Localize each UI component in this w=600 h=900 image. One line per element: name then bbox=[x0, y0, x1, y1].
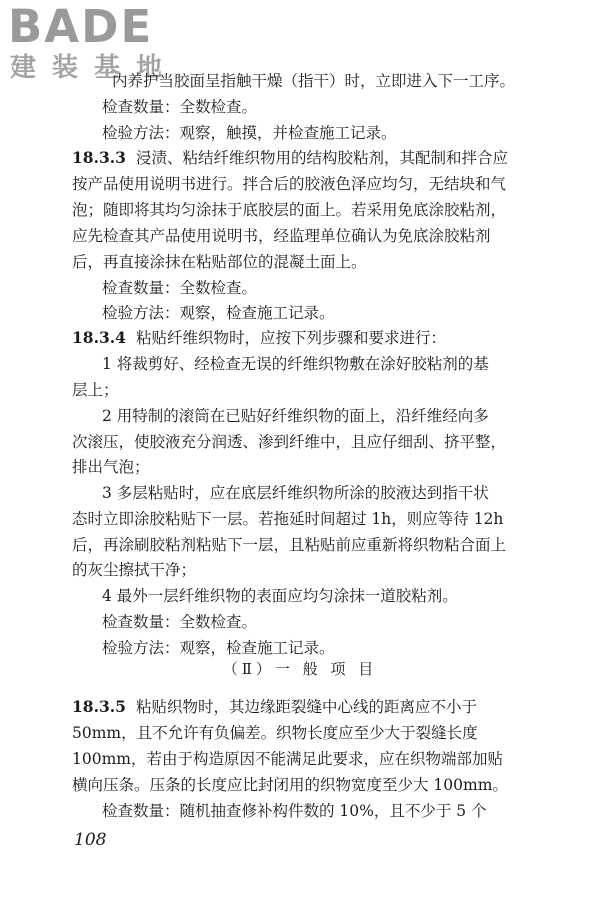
list-item: 4 最外一层纤维织物的表面应均匀涂抹一道胶粘剂。 bbox=[102, 587, 458, 605]
text-line: 内养护当胶面呈指触干燥（指干）时，立即进入下一工序。 bbox=[112, 72, 516, 90]
text-line: 泡；随即将其均匀涂抹于底胶层的面上。若采用免底涂胶粘剂， bbox=[72, 201, 507, 219]
clause-number: 18.3.5 bbox=[72, 697, 126, 716]
clause-number: 18.3.3 bbox=[72, 148, 126, 167]
text-line: 粘贴纤维织物时，应按下列步骤和要求进行： bbox=[135, 329, 446, 347]
text-line: 应先检查其产品使用说明书，经监理单位确认为免底涂胶粘剂 bbox=[72, 227, 491, 245]
clause-18-3-5 bbox=[72, 696, 477, 718]
list-item: 1 将裁剪好、经检查无误的纤维织物敷在涂好胶粘剂的基 bbox=[102, 355, 489, 373]
text-line: 按产品使用说明书进行。拌合后的胶液色泽应均匀，无结块和气 bbox=[72, 175, 507, 193]
section-heading: （Ⅱ）一 般 项 目 bbox=[222, 660, 378, 678]
text-line: 检验方法：观察，检查施工记录。 bbox=[102, 639, 335, 657]
text-line: 检查数量：全数检查。 bbox=[102, 98, 258, 116]
text-line: 100mm，若由于构造原因不能满足此要求，应在织物端部加贴 bbox=[72, 750, 503, 768]
text-line: 检查数量：随机抽查修补构件数的 10%，且不少于 5 个 bbox=[102, 802, 487, 820]
page-number: 108 bbox=[74, 830, 107, 850]
logo-wordmark: BADE bbox=[8, 0, 154, 53]
clause-18-3-4 bbox=[72, 327, 446, 349]
text-line: 50mm，且不允许有负偏差。织物长度应至少大于裂缝长度 bbox=[72, 724, 478, 742]
text-line: 粘贴织物时，其边缘距裂缝中心线的距离应不小于 bbox=[135, 698, 477, 716]
clause-number: 18.3.4 bbox=[72, 328, 126, 347]
text-line: 次滚压，使胶液充分润透、渗到纤维中，且应仔细刮、挤平整， bbox=[72, 433, 507, 451]
text-line: 层上； bbox=[72, 381, 119, 399]
clause-18-3-3 bbox=[72, 147, 508, 169]
text-line: 检查数量：全数检查。 bbox=[102, 613, 258, 631]
text-line: 后，再直接涂抹在粘贴部位的混凝土面上。 bbox=[72, 253, 367, 271]
text-line: 后，再涂刷胶粘剂粘贴下一层，且粘贴前应重新将织物粘合面上 bbox=[72, 536, 507, 554]
text-line: 浸渍、粘结纤维织物用的结构胶粘剂，其配制和拌合应 bbox=[135, 149, 508, 167]
text-line: 态时立即涂胶粘贴下一层。若拖延时间超过 1h，则应等待 12h bbox=[72, 510, 504, 528]
text-line: 检验方法：观察，触摸，并检查施工记录。 bbox=[102, 124, 397, 142]
text-line: 横向压条。压条的长度应比封闭用的织物宽度至少大 100mm。 bbox=[72, 776, 508, 794]
list-item: 2 用特制的滚筒在已贴好纤维织物的面上，沿纤维经向多 bbox=[102, 407, 489, 425]
text-line: 排出气泡； bbox=[72, 458, 150, 476]
text-line: 的灰尘擦拭干净； bbox=[72, 561, 197, 579]
text-line: 检查数量：全数检查。 bbox=[102, 279, 258, 297]
text-line: 检验方法：观察，检查施工记录。 bbox=[102, 304, 335, 322]
logo-subtitle: 建装基地 bbox=[10, 53, 179, 83]
list-item: 3 多层粘贴时，应在底层纤维织物所涂的胶液达到指干状 bbox=[102, 484, 489, 502]
